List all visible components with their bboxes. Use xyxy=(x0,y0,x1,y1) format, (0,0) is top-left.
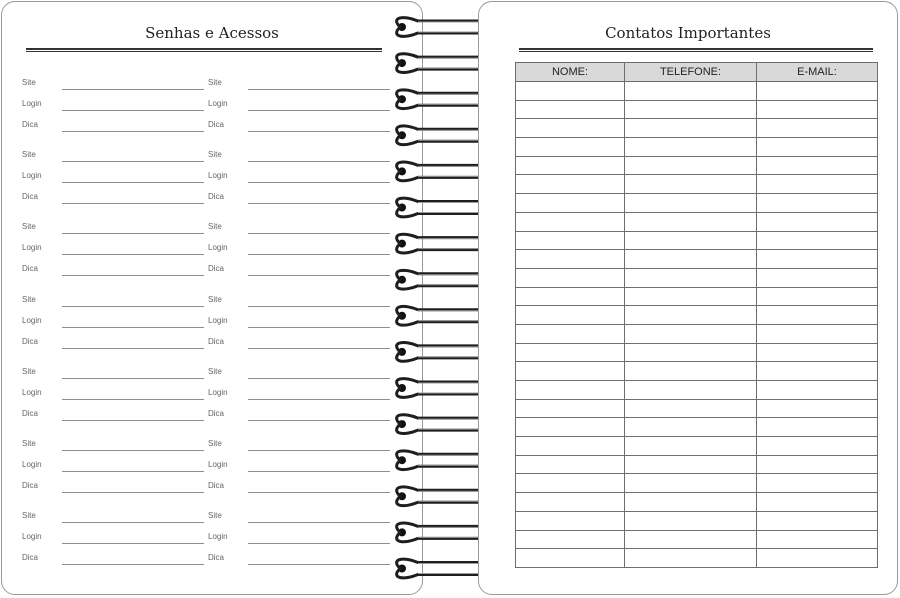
write-in-line xyxy=(62,471,204,472)
password-field-row xyxy=(22,388,212,402)
password-entry xyxy=(22,367,212,429)
cell-email xyxy=(757,175,878,194)
write-in-line xyxy=(248,522,390,523)
cell-name xyxy=(516,82,625,101)
password-field-row xyxy=(208,511,398,525)
password-field-row xyxy=(208,460,398,474)
cell-name xyxy=(516,474,625,493)
cell-phone xyxy=(625,399,757,418)
cell-email xyxy=(757,418,878,437)
password-field-row xyxy=(22,481,212,495)
cell-phone xyxy=(625,549,757,568)
cell-phone xyxy=(625,119,757,138)
field-label: Login xyxy=(208,315,228,325)
table-row xyxy=(516,138,878,157)
write-in-line xyxy=(62,306,204,307)
cell-email xyxy=(757,287,878,306)
cell-name xyxy=(516,138,625,157)
password-field-row xyxy=(22,553,212,567)
cell-name xyxy=(516,399,625,418)
cell-phone xyxy=(625,231,757,250)
write-in-line xyxy=(62,110,204,111)
cell-email xyxy=(757,474,878,493)
cell-email xyxy=(757,399,878,418)
password-field-row xyxy=(22,78,212,92)
write-in-line xyxy=(62,420,204,421)
field-label: Dica xyxy=(208,336,225,346)
cell-email xyxy=(757,82,878,101)
field-label: Login xyxy=(208,243,228,253)
column-header-phone: TELEFONE: xyxy=(625,63,757,82)
cell-email xyxy=(757,549,878,568)
cell-name xyxy=(516,250,625,269)
table-row xyxy=(516,194,878,213)
field-label: Dica xyxy=(22,481,39,490)
password-entry xyxy=(22,511,212,573)
password-entry xyxy=(22,150,212,212)
write-in-line xyxy=(62,131,204,132)
cell-name xyxy=(516,381,625,400)
write-in-line xyxy=(62,275,204,276)
password-field-row xyxy=(22,367,212,381)
cell-phone xyxy=(625,82,757,101)
cell-name xyxy=(516,100,625,119)
field-label: Dica xyxy=(208,481,225,490)
cell-email xyxy=(757,324,878,343)
write-in-line xyxy=(248,161,390,162)
column-header-email: E-MAIL: xyxy=(757,63,878,82)
password-entry xyxy=(208,439,398,501)
cell-email xyxy=(757,381,878,400)
table-row xyxy=(516,381,878,400)
field-label: Dica xyxy=(22,553,39,563)
password-field-row xyxy=(208,316,398,330)
write-in-line xyxy=(62,450,204,451)
cell-email xyxy=(757,231,878,250)
write-in-line xyxy=(248,275,390,276)
password-field-row xyxy=(208,439,398,453)
cell-phone xyxy=(625,138,757,157)
cell-name xyxy=(516,493,625,512)
field-label: Site xyxy=(22,222,36,232)
contacts-table-body xyxy=(516,82,878,568)
cell-email xyxy=(757,250,878,269)
password-field-row xyxy=(208,192,398,206)
cell-phone xyxy=(625,194,757,213)
password-field-row xyxy=(208,481,398,495)
page-title-contacts: Contatos Importantes xyxy=(605,24,771,42)
table-row xyxy=(516,343,878,362)
title-divider xyxy=(26,48,382,52)
password-field-row xyxy=(208,99,398,113)
table-row xyxy=(516,418,878,437)
password-field-row xyxy=(22,532,212,546)
cell-phone xyxy=(625,418,757,437)
field-label: Dica xyxy=(208,120,225,129)
cell-name xyxy=(516,287,625,306)
field-label: Dica xyxy=(22,408,39,418)
write-in-line xyxy=(248,327,390,328)
field-label: Login xyxy=(22,171,42,181)
cell-phone xyxy=(625,381,757,400)
table-row xyxy=(516,362,878,381)
cell-email xyxy=(757,437,878,456)
cell-phone xyxy=(625,455,757,474)
cell-email xyxy=(757,455,878,474)
write-in-line xyxy=(248,182,390,183)
password-field-row xyxy=(208,222,398,236)
cell-email xyxy=(757,194,878,213)
field-label: Login xyxy=(208,171,228,181)
password-field-row xyxy=(22,295,212,309)
cell-phone xyxy=(625,306,757,325)
cell-email xyxy=(757,493,878,512)
table-row xyxy=(516,511,878,530)
write-in-line xyxy=(62,89,204,90)
field-label: Dica xyxy=(22,120,39,129)
field-label: Site xyxy=(208,222,222,232)
write-in-line xyxy=(62,399,204,400)
field-label: Dica xyxy=(208,264,225,274)
field-label: Site xyxy=(208,150,222,160)
write-in-line xyxy=(248,420,390,421)
cell-phone xyxy=(625,362,757,381)
field-label: Site xyxy=(208,366,222,376)
write-in-line xyxy=(248,203,390,204)
table-row xyxy=(516,212,878,231)
field-label: Dica xyxy=(22,192,39,202)
password-field-row xyxy=(22,264,212,278)
cell-phone xyxy=(625,156,757,175)
table-row xyxy=(516,549,878,568)
password-field-row xyxy=(22,171,212,185)
password-field-row xyxy=(22,511,212,525)
table-row xyxy=(516,100,878,119)
password-entry xyxy=(208,78,398,140)
password-field-row xyxy=(208,264,398,278)
table-row xyxy=(516,156,878,175)
table-row xyxy=(516,306,878,325)
password-entry xyxy=(22,78,212,140)
cell-name xyxy=(516,212,625,231)
field-label: Site xyxy=(22,150,36,160)
password-field-row xyxy=(208,78,398,92)
cell-email xyxy=(757,100,878,119)
cell-email xyxy=(757,343,878,362)
cell-name xyxy=(516,268,625,287)
cell-phone xyxy=(625,212,757,231)
password-field-row xyxy=(22,243,212,257)
password-field-row xyxy=(22,337,212,351)
field-label: Site xyxy=(22,511,36,521)
table-row xyxy=(516,231,878,250)
cell-email xyxy=(757,362,878,381)
field-label: Login xyxy=(208,387,228,397)
write-in-line xyxy=(62,233,204,234)
cell-email xyxy=(757,156,878,175)
field-label: Site xyxy=(22,78,36,87)
cell-name xyxy=(516,530,625,549)
cell-phone xyxy=(625,324,757,343)
password-field-row xyxy=(22,222,212,236)
right-page xyxy=(478,1,898,595)
write-in-line xyxy=(62,182,204,183)
cell-name xyxy=(516,362,625,381)
field-label: Dica xyxy=(208,192,225,202)
password-field-row xyxy=(208,532,398,546)
password-field-row xyxy=(22,120,212,134)
password-field-row xyxy=(22,99,212,113)
write-in-line xyxy=(62,522,204,523)
password-field-row xyxy=(22,439,212,453)
cell-phone xyxy=(625,250,757,269)
cell-name xyxy=(516,549,625,568)
cell-phone xyxy=(625,511,757,530)
field-label: Site xyxy=(22,294,36,304)
cell-name xyxy=(516,437,625,456)
password-field-row xyxy=(208,150,398,164)
table-row xyxy=(516,268,878,287)
cell-name xyxy=(516,343,625,362)
field-label: Login xyxy=(208,460,228,469)
cell-name xyxy=(516,156,625,175)
cell-email xyxy=(757,511,878,530)
write-in-line xyxy=(62,564,204,565)
password-entry xyxy=(22,222,212,284)
cell-name xyxy=(516,306,625,325)
field-label: Site xyxy=(22,439,36,448)
password-field-row xyxy=(208,337,398,351)
table-row xyxy=(516,493,878,512)
field-label: Login xyxy=(22,315,42,325)
table-row xyxy=(516,530,878,549)
password-field-row xyxy=(22,150,212,164)
field-label: Login xyxy=(22,532,42,542)
write-in-line xyxy=(248,399,390,400)
password-field-row xyxy=(208,243,398,257)
write-in-line xyxy=(248,348,390,349)
field-label: Login xyxy=(22,460,42,469)
password-entry xyxy=(22,295,212,357)
password-entry xyxy=(22,439,212,501)
password-field-row xyxy=(22,316,212,330)
cell-email xyxy=(757,530,878,549)
password-field-row xyxy=(22,460,212,474)
table-row xyxy=(516,82,878,101)
cell-email xyxy=(757,119,878,138)
write-in-line xyxy=(248,450,390,451)
write-in-line xyxy=(248,492,390,493)
cell-name xyxy=(516,418,625,437)
column-header-name: NOME: xyxy=(516,63,625,82)
cell-phone xyxy=(625,268,757,287)
cell-phone xyxy=(625,343,757,362)
field-label: Dica xyxy=(22,336,39,346)
password-field-row xyxy=(22,409,212,423)
contacts-table xyxy=(515,62,878,568)
left-page xyxy=(1,1,423,595)
cell-name xyxy=(516,119,625,138)
write-in-line xyxy=(62,492,204,493)
write-in-line xyxy=(62,203,204,204)
write-in-line xyxy=(248,564,390,565)
field-label: Site xyxy=(208,294,222,304)
password-entry xyxy=(208,295,398,357)
write-in-line xyxy=(248,254,390,255)
field-label: Login xyxy=(208,532,228,542)
password-field-row xyxy=(208,367,398,381)
table-row xyxy=(516,119,878,138)
write-in-line xyxy=(62,161,204,162)
cell-phone xyxy=(625,474,757,493)
field-label: Dica xyxy=(208,553,225,563)
password-entry xyxy=(208,150,398,212)
table-header-row xyxy=(516,63,878,82)
table-row xyxy=(516,324,878,343)
cell-phone xyxy=(625,530,757,549)
table-row xyxy=(516,437,878,456)
table-row xyxy=(516,250,878,269)
field-label: Site xyxy=(208,78,222,87)
password-entry xyxy=(208,511,398,573)
table-row xyxy=(516,455,878,474)
field-label: Login xyxy=(22,387,42,397)
field-label: Dica xyxy=(22,264,39,274)
cell-email xyxy=(757,138,878,157)
field-label: Site xyxy=(22,366,36,376)
write-in-line xyxy=(62,327,204,328)
table-row xyxy=(516,474,878,493)
password-field-row xyxy=(208,553,398,567)
password-field-row xyxy=(22,192,212,206)
table-row xyxy=(516,175,878,194)
write-in-line xyxy=(62,254,204,255)
write-in-line xyxy=(248,233,390,234)
cell-phone xyxy=(625,175,757,194)
table-row xyxy=(516,287,878,306)
password-field-row xyxy=(208,295,398,309)
field-label: Login xyxy=(22,99,42,108)
write-in-line xyxy=(248,89,390,90)
cell-email xyxy=(757,306,878,325)
cell-name xyxy=(516,231,625,250)
cell-phone xyxy=(625,100,757,119)
cell-name xyxy=(516,194,625,213)
field-label: Site xyxy=(208,439,222,448)
write-in-line xyxy=(248,543,390,544)
password-field-row xyxy=(208,409,398,423)
password-field-row xyxy=(208,388,398,402)
write-in-line xyxy=(248,471,390,472)
cell-phone xyxy=(625,493,757,512)
cell-email xyxy=(757,268,878,287)
page-title-passwords: Senhas e Acessos xyxy=(145,24,279,42)
password-field-row xyxy=(208,120,398,134)
field-label: Login xyxy=(208,99,228,108)
title-divider xyxy=(519,48,873,52)
cell-name xyxy=(516,455,625,474)
write-in-line xyxy=(248,110,390,111)
write-in-line xyxy=(248,378,390,379)
cell-phone xyxy=(625,287,757,306)
password-entry xyxy=(208,367,398,429)
password-entry xyxy=(208,222,398,284)
write-in-line xyxy=(62,543,204,544)
cell-name xyxy=(516,175,625,194)
write-in-line xyxy=(248,306,390,307)
field-label: Dica xyxy=(208,408,225,418)
cell-email xyxy=(757,212,878,231)
cell-name xyxy=(516,511,625,530)
table-row xyxy=(516,399,878,418)
write-in-line xyxy=(248,131,390,132)
write-in-line xyxy=(62,348,204,349)
cell-phone xyxy=(625,437,757,456)
cell-name xyxy=(516,324,625,343)
password-field-row xyxy=(208,171,398,185)
write-in-line xyxy=(62,378,204,379)
field-label: Login xyxy=(22,243,42,253)
field-label: Site xyxy=(208,511,222,521)
